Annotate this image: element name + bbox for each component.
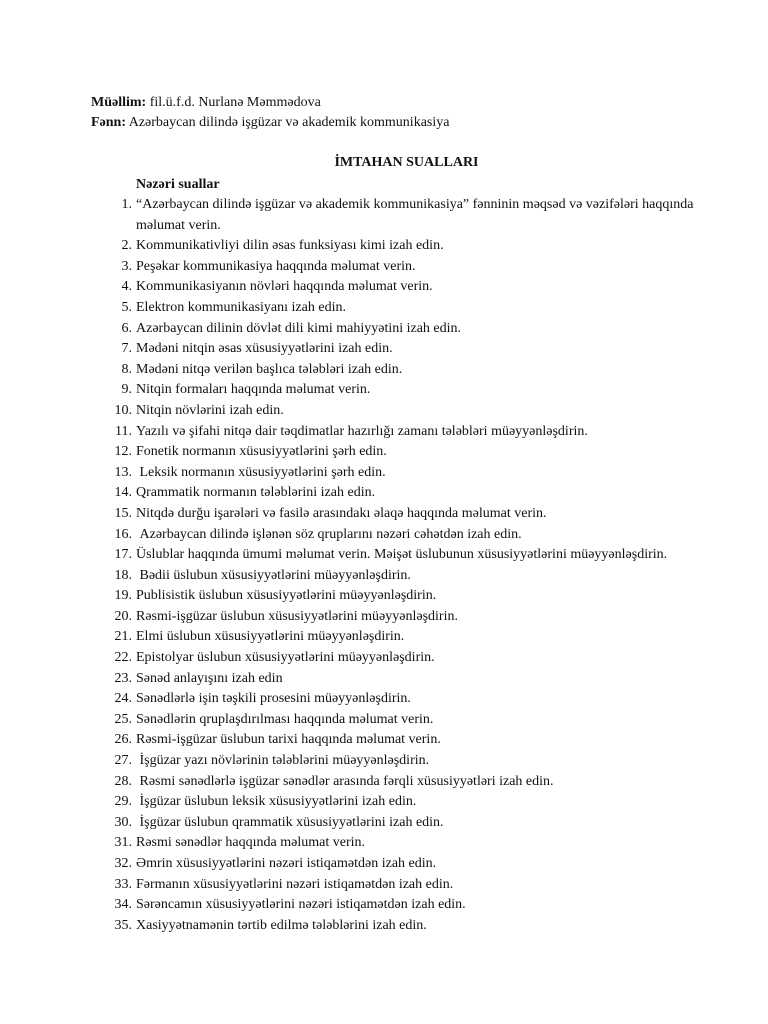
question-item bbox=[0, 607, 768, 628]
question-item bbox=[0, 442, 768, 463]
question-text: Kommunikasiyanın növləri haqqında məlumat verin. bbox=[136, 279, 433, 295]
question-item bbox=[0, 277, 768, 298]
question-number: 17. bbox=[114, 547, 132, 563]
question-item bbox=[0, 833, 768, 854]
question-text: Epistolyar üslubun xüsusiyyətlərini müəyyənləşdirin. bbox=[136, 650, 435, 666]
question-number: 31. bbox=[114, 835, 132, 851]
teacher-label: Müəllim: bbox=[91, 95, 147, 110]
question-number: 5. bbox=[121, 299, 132, 315]
question-item bbox=[0, 463, 768, 484]
question-text: Rəsmi-işgüzar üslubun tarixi haqqında məlumat verin. bbox=[136, 732, 441, 748]
question-number: 32. bbox=[114, 856, 132, 871]
question-number: 27. bbox=[114, 753, 132, 769]
question-text: Mədəni nitqə verilən başlıca tələbləri izah edin. bbox=[136, 361, 403, 377]
question-text: Sənədlərlə işin təşkili prosesini müəyyənləşdirin. bbox=[136, 691, 411, 707]
question-item bbox=[0, 586, 768, 607]
question-number: 3. bbox=[121, 258, 132, 274]
question-number: 30. bbox=[114, 814, 132, 830]
question-text: Nitqin növlərini izah edin. bbox=[136, 402, 284, 418]
question-number: 14. bbox=[114, 485, 132, 501]
question-text: Bədii üslubun xüsusiyyətlərini müəyyənləşdirin. bbox=[136, 567, 411, 583]
question-text: Peşəkar kommunikasiya haqqında məlumat verin. bbox=[136, 258, 416, 274]
question-item bbox=[0, 627, 768, 648]
teacher-row bbox=[91, 93, 449, 113]
question-item bbox=[0, 545, 768, 566]
question-item bbox=[0, 689, 768, 710]
question-text: Əmrin xüsusiyyətlərini nəzəri istiqamətdən izah edin. bbox=[136, 856, 437, 871]
question-text: İşgüzar üslubun qrammatik xüsusiyyətlərini izah edin. bbox=[136, 814, 444, 830]
question-number: 9. bbox=[121, 382, 132, 398]
question-number: 15. bbox=[114, 505, 132, 521]
question-number: 12. bbox=[114, 444, 132, 460]
question-text: Yazılı və şifahi nitqə dair təqdimatlar hazırlığı zamanı tələbləri müəyyənləşdirin. bbox=[136, 423, 588, 439]
question-list bbox=[0, 195, 768, 936]
question-number: 22. bbox=[114, 650, 132, 666]
question-number: 34. bbox=[114, 897, 132, 913]
subject-label: Fənn: bbox=[91, 115, 126, 130]
question-number: 21. bbox=[114, 629, 132, 645]
question-text: İşgüzar yazı növlərinin tələblərini müəyyənləşdirin. bbox=[136, 753, 430, 769]
question-text: Sənədlərin qruplaşdırılması haqqında məlumat verin. bbox=[136, 711, 434, 727]
question-item bbox=[0, 339, 768, 360]
question-item bbox=[0, 895, 768, 916]
question-text: Fərmanın xüsusiyyətlərini nəzəri istiqamətdən izah edin. bbox=[136, 876, 454, 892]
section-title: Nəzəri suallar bbox=[136, 177, 220, 192]
question-item bbox=[0, 380, 768, 401]
question-text: Kommunikativliyi dilin əsas funksiyası kimi izah edin. bbox=[136, 238, 444, 254]
question-text: Fonetik normanın xüsusiyyətlərini şərh edin. bbox=[136, 444, 387, 460]
question-text: İşgüzar üslubun leksik xüsusiyyətlərini izah edin. bbox=[136, 794, 417, 810]
question-item bbox=[0, 401, 768, 422]
question-text: Nitqdə durğu işarələri və fasilə arasındakı əlaqə haqqında məlumat verin. bbox=[136, 505, 547, 521]
question-number: 6. bbox=[121, 320, 132, 336]
question-item bbox=[0, 730, 768, 751]
question-text: Mədəni nitqin əsas xüsusiyyətlərini izah edin. bbox=[136, 341, 393, 357]
document-header bbox=[91, 93, 449, 133]
question-number: 7. bbox=[121, 341, 132, 357]
question-number: 35. bbox=[114, 917, 132, 933]
question-number: 25. bbox=[114, 711, 132, 727]
subject-name: Azərbaycan dilində işgüzar və akademik kommunikasiya bbox=[128, 115, 450, 130]
question-number: 26. bbox=[114, 732, 132, 748]
question-number: 16. bbox=[114, 526, 132, 542]
question-text: Qrammatik normanın tələblərini izah edin. bbox=[136, 485, 376, 501]
question-number: 33. bbox=[114, 876, 132, 892]
question-number: 24. bbox=[114, 691, 132, 707]
question-text: Rəsmi sənədlərlə işgüzar sənədlər arasında fərqli xüsusiyyətləri izah edin. bbox=[136, 773, 554, 789]
question-number: 1. bbox=[121, 197, 132, 212]
question-number: 11. bbox=[115, 423, 132, 439]
question-item bbox=[0, 813, 768, 834]
question-text: Nitqin formaları haqqında məlumat verin. bbox=[136, 382, 371, 398]
question-number: 23. bbox=[114, 670, 132, 686]
question-item bbox=[0, 504, 768, 525]
question-item bbox=[0, 669, 768, 690]
question-item bbox=[0, 566, 768, 587]
question-text: Üslublar haqqında ümumi məlumat verin. Məişət üslubunun xüsusiyyətlərini müəyyənləşdirin. bbox=[136, 547, 668, 563]
question-item bbox=[0, 710, 768, 731]
question-item bbox=[0, 360, 768, 381]
question-item bbox=[0, 772, 768, 793]
question-item bbox=[0, 195, 768, 236]
question-text: Elmi üslubun xüsusiyyətlərini müəyyənləşdirin. bbox=[136, 629, 405, 645]
question-number: 8. bbox=[121, 361, 132, 377]
question-number: 2. bbox=[121, 238, 132, 254]
question-item bbox=[0, 525, 768, 546]
question-text: Leksik normanın xüsusiyyətlərini şərh edin. bbox=[136, 464, 386, 480]
question-item bbox=[0, 422, 768, 443]
question-item bbox=[0, 648, 768, 669]
question-number: 13. bbox=[114, 464, 132, 480]
question-number: 18. bbox=[114, 567, 132, 583]
question-number: 20. bbox=[114, 608, 132, 624]
question-text: Sənəd anlayışını izah edin bbox=[136, 670, 283, 686]
question-text: Azərbaycan dilinin dövlət dili kimi mahiyyətini izah edin. bbox=[136, 320, 462, 336]
question-text: Publisistik üslubun xüsusiyyətlərini müəyyənləşdirin. bbox=[136, 588, 437, 604]
exam-title: İMTAHAN SUALLARI bbox=[334, 155, 479, 170]
question-text: Xasiyyətnamənin tərtib edilmə tələblərini izah edin. bbox=[136, 917, 427, 933]
question-item bbox=[0, 854, 768, 875]
question-item bbox=[0, 751, 768, 772]
question-number: 28. bbox=[114, 773, 132, 789]
question-text: Sərəncamın xüsusiyyətlərini nəzəri istiqamətdən izah edin. bbox=[136, 897, 466, 913]
question-number: 4. bbox=[121, 279, 132, 295]
question-item bbox=[0, 483, 768, 504]
question-text: “Azərbaycan dilində işgüzar və akademik kommunikasiya” fənninin məqsəd və vəzifələri haqqında məlumat verin. bbox=[136, 197, 697, 233]
question-number: 19. bbox=[114, 588, 132, 604]
question-item bbox=[0, 236, 768, 257]
question-text: Azərbaycan dilində işlənən söz qruplarını nəzəri cəhətdən izah edin. bbox=[136, 526, 522, 542]
question-number: 29. bbox=[114, 794, 132, 810]
question-item bbox=[0, 298, 768, 319]
question-text: Rəsmi-işgüzar üslubun xüsusiyyətlərini müəyyənləşdirin. bbox=[136, 608, 458, 624]
question-item bbox=[0, 875, 768, 896]
question-item bbox=[0, 916, 768, 937]
teacher-name: fil.ü.f.d. Nurlanə Məmmədova bbox=[149, 95, 321, 110]
question-text: Rəsmi sənədlər haqqında məlumat verin. bbox=[136, 835, 365, 851]
question-item bbox=[0, 257, 768, 278]
question-number: 10. bbox=[114, 402, 132, 418]
subject-row bbox=[91, 113, 449, 133]
question-item bbox=[0, 319, 768, 340]
question-item bbox=[0, 792, 768, 813]
question-text: Elektron kommunikasiyanı izah edin. bbox=[136, 299, 346, 315]
